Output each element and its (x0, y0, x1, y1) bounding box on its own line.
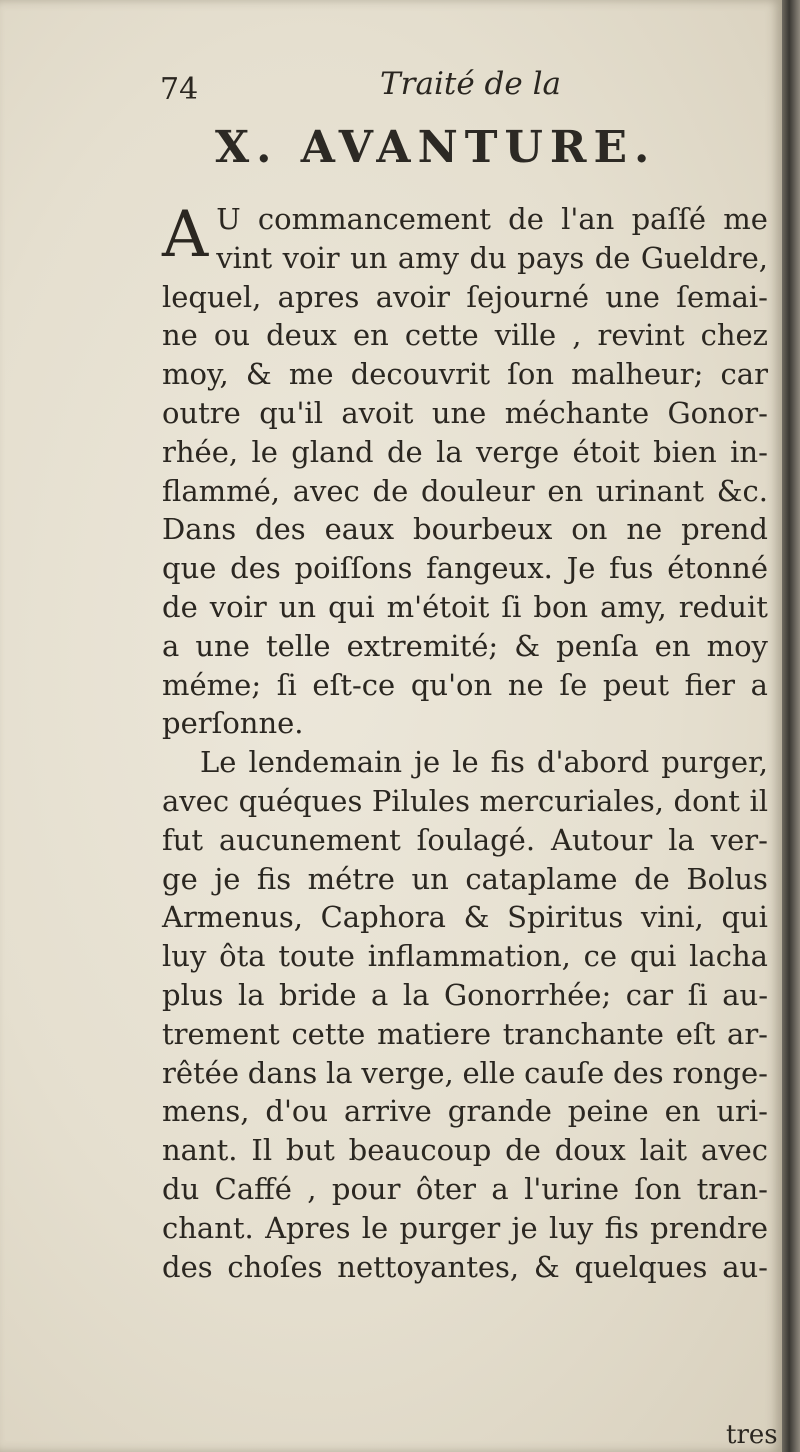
running-title: Traité de la (380, 66, 561, 102)
word: méme; (162, 667, 262, 702)
word: ou (213, 318, 251, 353)
word: la (436, 434, 463, 469)
word: inflammation, (367, 939, 571, 974)
word: peine (567, 1094, 649, 1129)
word: une (431, 395, 487, 430)
word: ſoulagé. (416, 822, 536, 857)
word: commancement (257, 202, 491, 236)
text-line (216, 200, 768, 239)
word: & (514, 628, 541, 663)
word: choſes (227, 1249, 323, 1284)
word: quéques (238, 783, 363, 818)
word: d'abord (536, 745, 650, 780)
text-line (162, 937, 768, 976)
text-line (162, 1015, 768, 1054)
word: uri- (716, 1094, 768, 1129)
word: poiſſons (294, 551, 413, 586)
catchword: tres (726, 1420, 778, 1450)
word: ce (583, 939, 618, 974)
word: lait (639, 1133, 688, 1168)
word: outre (162, 395, 241, 430)
word: a (750, 667, 768, 702)
text-line (162, 433, 768, 472)
word: luy (548, 1210, 594, 1245)
page-number: 74 (160, 72, 199, 107)
word: tran- (696, 1171, 768, 1206)
word: un (411, 861, 449, 896)
word: gland (291, 434, 374, 469)
drop-cap: A (162, 198, 209, 272)
word: malheur; (571, 357, 704, 392)
text-line (162, 782, 768, 821)
word: Gueldre, (640, 240, 768, 275)
word: penſa (556, 628, 639, 663)
word: Bolus (686, 861, 768, 896)
word: un (350, 240, 388, 275)
word: fus (609, 551, 654, 586)
word: ſe (559, 667, 588, 702)
word: ſon (634, 1171, 682, 1206)
word: fut (162, 822, 204, 857)
text-line (162, 1209, 768, 1248)
word: en (654, 628, 691, 663)
text-line (162, 472, 768, 511)
word: qui (721, 900, 768, 935)
word: urinant (595, 473, 704, 508)
word: avec (292, 473, 360, 508)
word: aucunement (219, 822, 401, 857)
word: étoit (572, 434, 640, 469)
word: fier (684, 667, 736, 702)
text-line (162, 394, 768, 433)
word: bride (279, 977, 357, 1012)
word: car (720, 357, 768, 392)
word: purger, (661, 745, 768, 780)
text-line (162, 588, 768, 627)
word: vint (216, 240, 273, 275)
word: Apres (265, 1210, 351, 1245)
word: ne (626, 512, 663, 547)
word: & (245, 357, 272, 392)
text-line (162, 549, 768, 588)
word: un (278, 589, 317, 624)
word: tranchante (502, 1016, 664, 1051)
text-line (162, 627, 768, 666)
word: Gonorrhée; (443, 977, 612, 1012)
word: ne (507, 667, 544, 702)
word: Le (200, 745, 237, 780)
word: Caphora (320, 900, 446, 935)
word: trement (162, 1016, 280, 1051)
word: de (162, 589, 198, 624)
word: ſi (276, 667, 297, 702)
word: amy (397, 240, 460, 275)
word: luy (162, 939, 207, 974)
word: au- (722, 1249, 768, 1284)
word: de (386, 434, 423, 469)
text-line (162, 1248, 768, 1287)
text-line (162, 743, 768, 782)
word: Spiritus (507, 900, 624, 935)
word: que (162, 551, 217, 586)
word: qu'on (410, 667, 493, 702)
text-line (162, 666, 768, 705)
chapter-title: X. AVANTURE. (215, 122, 657, 173)
word: il (749, 783, 768, 818)
word: reduit (678, 589, 768, 624)
text-line (162, 860, 768, 899)
word: nant. (162, 1133, 238, 1168)
word: l'urine (524, 1171, 619, 1206)
word: cette (404, 318, 479, 353)
word: ſon (507, 357, 554, 392)
word: je (414, 745, 441, 780)
word: des (162, 1249, 213, 1284)
word: , (572, 318, 582, 353)
word: purger (399, 1210, 501, 1245)
word: rhée, (162, 434, 239, 469)
word: de (634, 861, 670, 896)
word: le (452, 745, 479, 780)
word: fis (490, 745, 525, 780)
word: ſejourné (466, 279, 590, 314)
word: pays (517, 240, 585, 275)
word: amy, (600, 589, 667, 624)
word: toute (278, 939, 355, 974)
word: qui (328, 589, 375, 624)
word: dans (247, 1055, 318, 1090)
word: on (571, 512, 608, 547)
word: Caffé (214, 1171, 292, 1206)
word: je (214, 861, 241, 896)
word: qui (629, 939, 677, 974)
word: arrive (343, 1094, 432, 1129)
word: de (508, 202, 544, 236)
word: en (547, 473, 584, 508)
word: métre (307, 861, 395, 896)
word: la (326, 1055, 353, 1090)
word: revint (597, 318, 685, 353)
word: ronge- (672, 1055, 768, 1090)
word: en (352, 318, 389, 353)
word: me (723, 202, 768, 236)
word: fangeux. (426, 551, 553, 586)
word: ge (162, 861, 198, 896)
word: me (288, 357, 334, 392)
word: avec (700, 1133, 768, 1168)
word: car (625, 977, 674, 1012)
word: méchante (504, 395, 650, 430)
text-line (162, 1170, 768, 1209)
word: en (664, 1094, 701, 1129)
word: ſi (501, 589, 522, 624)
word: une (605, 279, 660, 314)
word: la (668, 822, 695, 857)
text-line: perſonne. (162, 706, 304, 741)
word: Dans (162, 512, 237, 547)
text-line (162, 278, 768, 317)
word: de (594, 240, 631, 275)
word: quelques (574, 1249, 708, 1284)
word: d'ou (265, 1094, 329, 1129)
word: decouvrit (350, 357, 490, 392)
word: de (505, 1133, 541, 1168)
word: a (162, 628, 180, 663)
word: mens, (162, 1094, 250, 1129)
word: pour (331, 1171, 401, 1206)
word: flammé, (162, 473, 281, 508)
word: ſemai- (676, 279, 768, 314)
word: paſſé (631, 202, 707, 236)
word: chez (700, 318, 768, 353)
word: extremité; (346, 628, 499, 663)
word: prendre (650, 1210, 768, 1245)
word: bon (533, 589, 589, 624)
word: fis (256, 861, 292, 896)
text-line (162, 821, 768, 860)
word: du (469, 240, 507, 275)
word: telle (265, 628, 331, 663)
word: qu'il (259, 395, 323, 430)
word: Il (251, 1133, 273, 1168)
word: , (307, 1171, 317, 1206)
word: des (613, 1055, 664, 1090)
word: rêtée (162, 1055, 240, 1090)
word: Autour (551, 822, 653, 857)
word: elle (462, 1055, 516, 1090)
text-line (162, 355, 768, 394)
word: cette (291, 1016, 366, 1051)
word: la (402, 977, 430, 1012)
word: avoit (341, 395, 414, 430)
text-line (216, 239, 768, 278)
word: m'étoit (386, 589, 490, 624)
word: ôter (415, 1171, 476, 1206)
text-line (162, 1054, 768, 1093)
word: avec (162, 783, 230, 818)
text-line (162, 898, 768, 937)
word: cauſe (524, 1055, 605, 1090)
word: in- (730, 434, 768, 469)
word: une (195, 628, 250, 663)
word: Pilules (371, 783, 470, 818)
page-header (160, 66, 780, 106)
word: des (255, 512, 306, 547)
word: voir (282, 240, 340, 275)
word: je (511, 1210, 538, 1245)
text-line (162, 510, 768, 549)
word: fis (604, 1210, 639, 1245)
word: beaucoup (348, 1133, 492, 1168)
word: du (162, 1171, 200, 1206)
word: l'an (561, 202, 615, 236)
word: but (285, 1133, 335, 1168)
word: apres (277, 279, 360, 314)
word: verge (476, 434, 560, 469)
word: eſt (675, 1016, 716, 1051)
word: dont (673, 783, 740, 818)
word: Armenus, (162, 900, 303, 935)
word: ville (494, 318, 557, 353)
word: Je (566, 551, 596, 586)
body-text (162, 200, 768, 1286)
word: & (533, 1249, 560, 1284)
word: vini, (640, 900, 704, 935)
text-line (162, 1131, 768, 1170)
word: de (372, 473, 409, 508)
word: matiere (377, 1016, 491, 1051)
word: deux (266, 318, 337, 353)
word: grande (447, 1094, 552, 1129)
word: des (230, 551, 281, 586)
word: moy, (162, 357, 229, 392)
text-line (162, 316, 768, 355)
word: le (361, 1210, 389, 1245)
word: prend (681, 512, 768, 547)
text-line (162, 976, 768, 1015)
word: a (491, 1171, 509, 1206)
word: nettoyantes, (337, 1249, 520, 1284)
word: cataplame (465, 861, 618, 896)
word: & (463, 900, 490, 935)
word: voir (209, 589, 267, 624)
word: au- (722, 977, 768, 1012)
book-spine-edge (782, 0, 800, 1452)
word: chant. (162, 1210, 254, 1245)
word: peut (602, 667, 669, 702)
word: lacha (689, 939, 768, 974)
word: plus (162, 977, 224, 1012)
word: ôta (219, 939, 266, 974)
word: ver- (710, 822, 768, 857)
text-line (162, 1092, 768, 1131)
word: ne (162, 318, 198, 353)
word: ſi (687, 977, 708, 1012)
word: douleur (420, 473, 535, 508)
word: U (216, 202, 241, 236)
word: doux (554, 1133, 626, 1168)
word: Gonor- (667, 395, 768, 430)
word: eſt-ce (312, 667, 396, 702)
word: &c. (716, 473, 768, 508)
word: verge, (361, 1055, 454, 1090)
word: lequel, (162, 279, 262, 314)
word: lendemain (248, 745, 403, 780)
word: bien (653, 434, 717, 469)
word: a (371, 977, 389, 1012)
word: avoir (375, 279, 451, 314)
word: moy (706, 628, 768, 663)
word: le (251, 434, 278, 469)
word: étonné (667, 551, 768, 586)
word: bourbeux (413, 512, 553, 547)
word: mercuriales, (479, 783, 664, 818)
word: ar- (727, 1016, 768, 1051)
word: eaux (324, 512, 395, 547)
word: la (237, 977, 265, 1012)
